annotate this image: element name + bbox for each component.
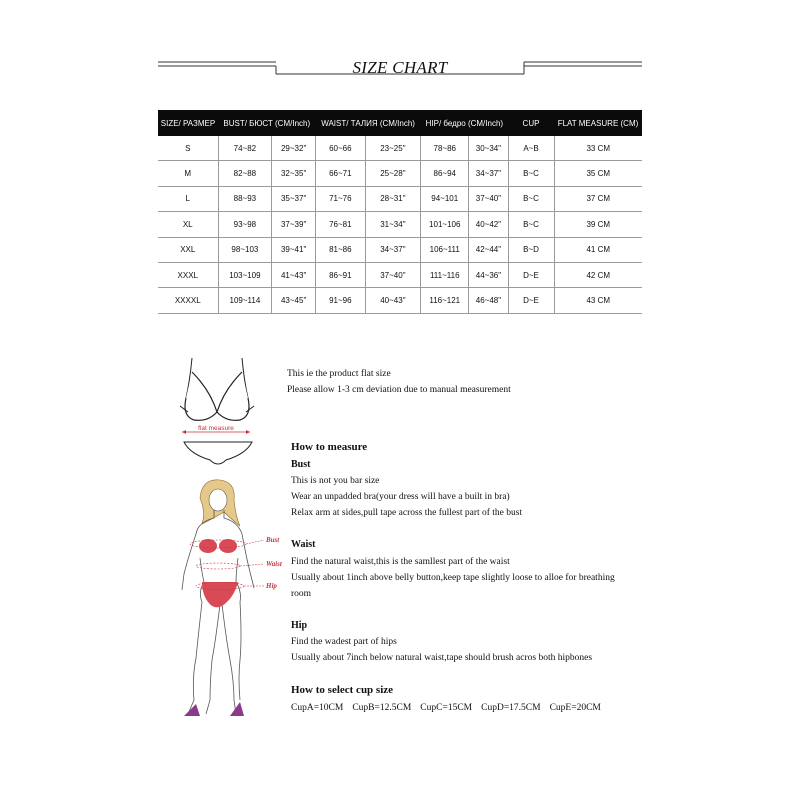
bra-flat-measure-illustration — [180, 350, 265, 475]
table-row — [158, 136, 642, 161]
table-cell: 42~44" — [469, 237, 508, 262]
table-cell: 78~86 — [421, 136, 469, 161]
table-cell: A~B — [508, 136, 554, 161]
cup-e-value: CupE=20CM — [549, 703, 601, 713]
table-cell: 41~43" — [272, 262, 316, 287]
table-cell: 37~39" — [272, 212, 316, 237]
table-cell: 28~31" — [365, 186, 421, 211]
table-cell: XXXL — [158, 262, 218, 287]
how-to-measure-heading: How to measure — [291, 441, 368, 453]
cup-d-value: CupD=17.5CM — [481, 703, 541, 713]
bust-line-3: Relax arm at sides,pull tape across the fullest part of the bust — [291, 508, 523, 518]
table-cell: 91~96 — [316, 288, 366, 313]
table-cell: 76~81 — [316, 212, 366, 237]
cup-a-value: CupA=10CM — [291, 703, 344, 713]
table-cell: 46~48" — [469, 288, 508, 313]
bust-heading: Bust — [291, 459, 311, 470]
table-cell: S — [158, 136, 218, 161]
table-cell: 34~37" — [365, 237, 421, 262]
table-cell: 33 CM — [554, 136, 642, 161]
hip-line-2: Usually about 7inch below natural waist,tape should brush acros both hipbones — [291, 653, 593, 663]
bust-line-2: Wear an unpadded bra(your dress will have a built in bra) — [291, 492, 510, 502]
table-cell: 40~42" — [469, 212, 508, 237]
table-cell: 31~34" — [365, 212, 421, 237]
table-cell: 40~43" — [365, 288, 421, 313]
cup-size-heading: How to select cup size — [291, 684, 394, 696]
figure-label-hip: Hip — [266, 582, 277, 590]
table-cell: 81~86 — [316, 237, 366, 262]
table-cell: 93~98 — [218, 212, 272, 237]
header-hip: HIP/ бедро (CM/Inch) — [421, 110, 508, 136]
table-cell: 88~93 — [218, 186, 272, 211]
table-cell: B~C — [508, 161, 554, 186]
cup-c-value: CupC=15CM — [420, 703, 473, 713]
waist-line-2: Usually about 1inch above belly button,keep tape slightly loose to alloe for breathing — [291, 573, 615, 583]
table-cell: 25~28" — [365, 161, 421, 186]
table-cell: 42 CM — [554, 262, 642, 287]
flat-measure-label: flat measure — [198, 425, 234, 432]
size-chart-header — [158, 52, 642, 82]
page-title: SIZE CHART — [352, 58, 448, 77]
table-cell: 34~37" — [469, 161, 508, 186]
table-header-row — [158, 110, 642, 136]
header-bust: BUST/ БЮСТ (CM/Inch) — [218, 110, 316, 136]
table-cell: 66~71 — [316, 161, 366, 186]
table-cell: 82~88 — [218, 161, 272, 186]
table-cell: 39 CM — [554, 212, 642, 237]
table-row — [158, 186, 642, 211]
flat-note-line1: This ie the product flat size — [287, 369, 391, 379]
table-cell: 37~40" — [365, 262, 421, 287]
cup-b-value: CupB=12.5CM — [352, 703, 412, 713]
table-cell: XL — [158, 212, 218, 237]
table-cell: D~E — [508, 288, 554, 313]
table-row — [158, 237, 642, 262]
table-cell: 86~91 — [316, 262, 366, 287]
table-row — [158, 212, 642, 237]
table-cell: M — [158, 161, 218, 186]
table-cell: XXXXL — [158, 288, 218, 313]
table-row — [158, 288, 642, 313]
cup-size-values — [291, 700, 601, 716]
table-cell: 71~76 — [316, 186, 366, 211]
waist-line-1: Find the natural waist,this is the samllest part of the waist — [291, 557, 510, 567]
table-cell: 94~101 — [421, 186, 469, 211]
table-cell: D~E — [508, 262, 554, 287]
table-cell: B~C — [508, 186, 554, 211]
table-cell: XXL — [158, 237, 218, 262]
table-cell: L — [158, 186, 218, 211]
waist-heading: Waist — [291, 539, 316, 550]
table-cell: 98~103 — [218, 237, 272, 262]
figure-label-waist: Waist — [266, 560, 282, 568]
body-measure-figure — [170, 478, 290, 723]
waist-line-3: room — [291, 589, 312, 599]
hip-line-1: Find the wadest part of hips — [291, 637, 397, 647]
table-cell: 106~111 — [421, 237, 469, 262]
table-cell: 41 CM — [554, 237, 642, 262]
table-cell: 43~45" — [272, 288, 316, 313]
header-waist: WAIST/ ТАЛИЯ (CM/Inch) — [316, 110, 421, 136]
size-table — [158, 110, 642, 314]
table-cell: 111~116 — [421, 262, 469, 287]
flat-note-line2: Please allow 1-3 cm deviation due to manual measurement — [287, 385, 511, 395]
table-cell: 103~109 — [218, 262, 272, 287]
table-cell: 74~82 — [218, 136, 272, 161]
table-cell: B~C — [508, 212, 554, 237]
figure-label-bust: Bust — [266, 536, 280, 544]
table-cell: 101~106 — [421, 212, 469, 237]
table-cell: B~D — [508, 237, 554, 262]
hip-heading: Hip — [291, 620, 308, 631]
header-size: SIZE/ РАЗМЕР — [158, 110, 218, 136]
table-cell: 43 CM — [554, 288, 642, 313]
table-row — [158, 262, 642, 287]
table-cell: 116~121 — [421, 288, 469, 313]
bust-line-1: This is not you bar size — [291, 476, 380, 486]
header-flat: FLAT MEASURE (CM) — [554, 110, 642, 136]
table-cell: 29~32" — [272, 136, 316, 161]
table-row — [158, 161, 642, 186]
table-cell: 60~66 — [316, 136, 366, 161]
header-cup: CUP — [508, 110, 554, 136]
table-cell: 39~41" — [272, 237, 316, 262]
table-cell: 37 CM — [554, 186, 642, 211]
table-cell: 37~40" — [469, 186, 508, 211]
table-cell: 109~114 — [218, 288, 272, 313]
table-cell: 35~37" — [272, 186, 316, 211]
table-cell: 32~35" — [272, 161, 316, 186]
table-cell: 86~94 — [421, 161, 469, 186]
table-cell: 23~25" — [365, 136, 421, 161]
table-cell: 44~36" — [469, 262, 508, 287]
table-cell: 30~34" — [469, 136, 508, 161]
table-cell: 35 CM — [554, 161, 642, 186]
